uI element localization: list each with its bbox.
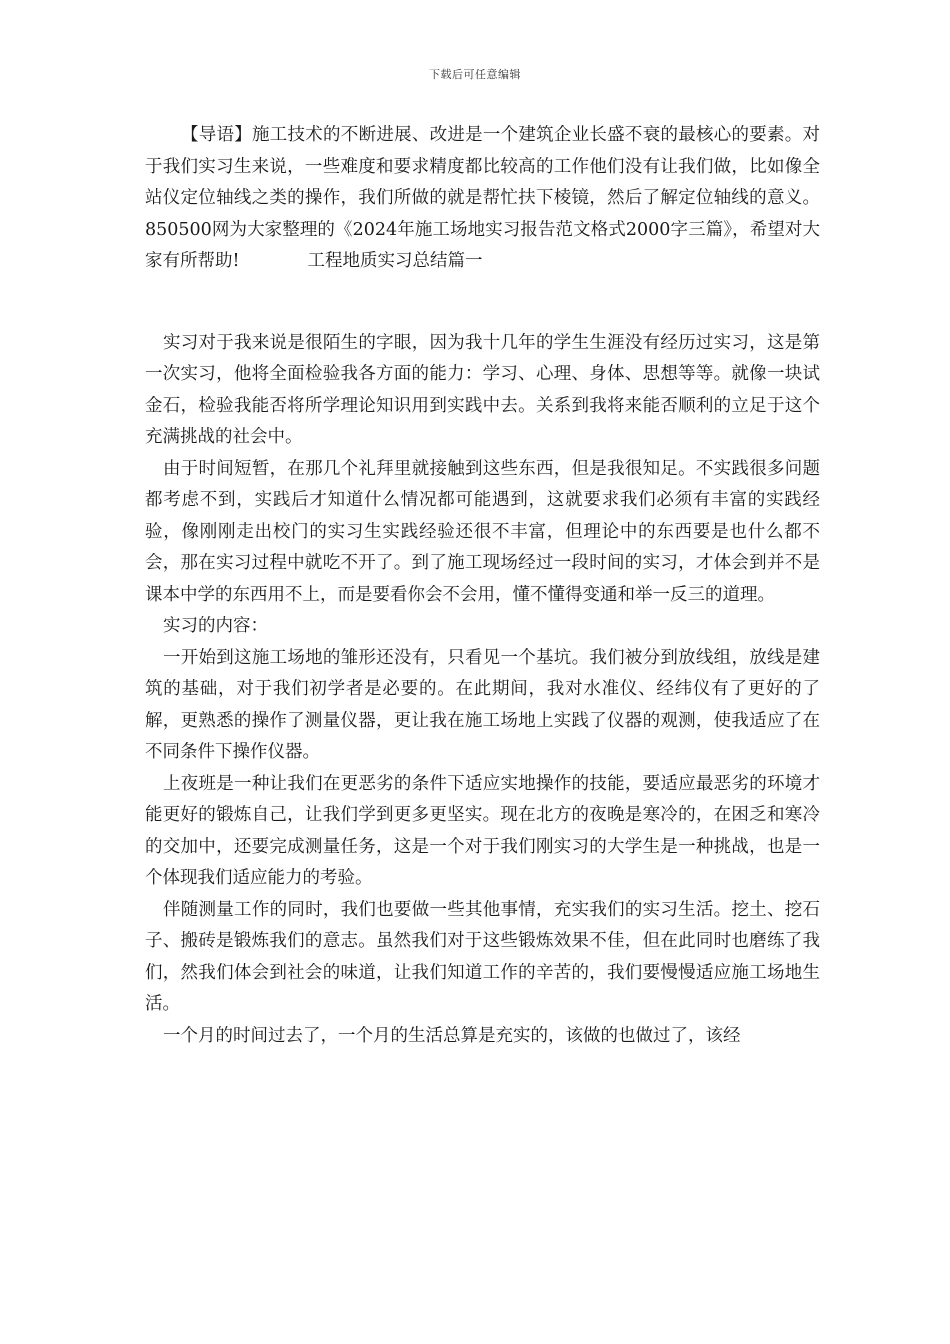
intro-paragraph xyxy=(145,120,820,278)
paragraph-6: 伴随测量工作的同时，我们也要做一些其他事情，充实我们的实习生活。挖土、挖石子、搬砖是锻炼我们的意志。虽然我们对于这些锻炼效果不佳，但在此同时也磨练了我们，然我们体会到社会的味道，让我们知道工作的辛苦的，我们要慢慢适应施工场地生活。 xyxy=(145,899,820,1014)
header-note: 下载后可任意编辑 xyxy=(429,68,521,81)
section-title: 工程地质实习总结篇一 xyxy=(307,251,483,271)
paragraph-2: 由于时间短暂，在那几个礼拜里就接触到这些东西，但是我很知足。不实践很多问题都考虑不到，实践后才知道什么情况都可能遇到，这就要求我们必须有丰富的实践经验，像刚刚走出校门的实习生实践经验还很不丰富，但理论中的东西要是也什么都不会，那在实习过程中就吃不开了。到了施工现场经过一段时间的实习，才体会到并不是课本中学的东西用不上，而是要看你会不会用，懂不懂得变通和举一反三的道理。 xyxy=(145,458,820,605)
intro-text: 【导语】施工技术的不断进展、改进是一个建筑企业长盛不衰的最核心的要素。对于我们实习生来说，一些难度和要求精度都比较高的工作他们没有让我们做，比如像全站仪定位轴线之类的操作，我们所做的就是帮忙扶下棱镜，然后了解定位轴线的意义。850500网为大家整理的《2024年施工场地实习报告范文格式2000字三篇》，希望对大家有所帮助! xyxy=(145,125,820,271)
paragraph-3-heading: 实习的内容： xyxy=(163,616,268,636)
document-body xyxy=(145,120,820,1052)
paragraph-gap xyxy=(145,278,820,328)
paragraph-1: 实习对于我来说是很陌生的字眼，因为我十几年的学生生涯没有经历过实习，这是第一次实习，他将全面检验我各方面的能力：学习、心理、身体、思想等等。就像一块试金石，检验我能否将所学理论知识用到实践中去。关系到我将来能否顺利的立足于这个充满挑战的社会中。 xyxy=(145,332,820,447)
paragraph-5: 上夜班是一种让我们在更恶劣的条件下适应实地操作的技能，要适应最恶劣的环境才能更好的锻炼自己，让我们学到更多更坚实。现在北方的夜晚是寒冷的，在困乏和寒冷的交加中，还要完成测量任务，这是一个对于我们刚实习的大学生是一种挑战，也是一个体现我们适应能力的考验。 xyxy=(145,773,820,888)
paragraph-7: 一个月的时间过去了，一个月的生活总算是充实的，该做的也做过了，该经 xyxy=(163,1025,741,1046)
paragraph-4: 一开始到这施工场地的雏形还没有，只看见一个基坑。我们被分到放线组，放线是建筑的基础，对于我们初学者是必要的。在此期间，我对水准仪、经纬仪有了更好的了解，更熟悉的操作了测量仪器，更让我在施工场地上实践了仪器的观测，使我适应了在不同条件下操作仪器。 xyxy=(145,647,820,762)
